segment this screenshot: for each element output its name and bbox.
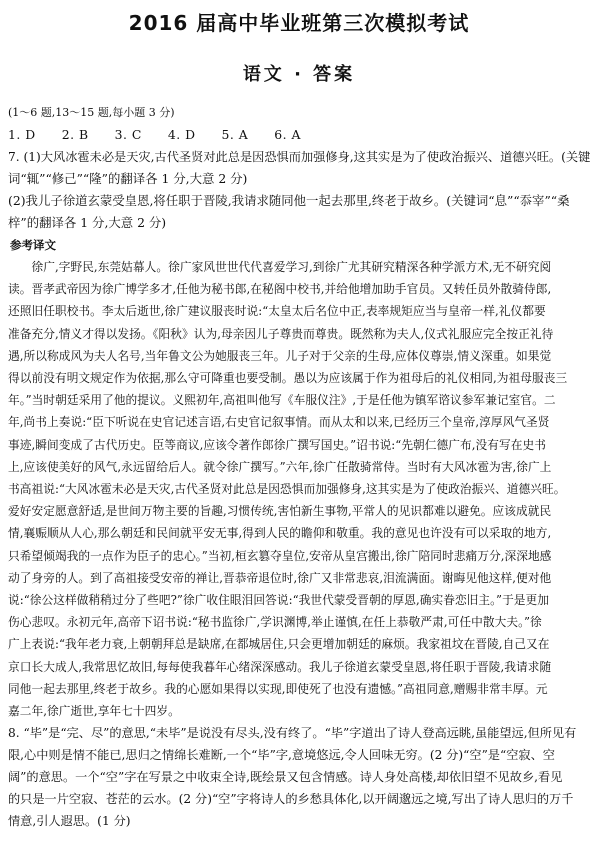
q8-line: 阔”的意思。一个“空”字在写景之中收束全诗,既绘景又包含情感。诗人身处高楼,却依旧望不见故乡,看见 [8,770,563,785]
translation-line: 动了身旁的人。到了高祖接受安帝的禅让,晋恭帝退位时,徐广又非常悲哀,泪流满面。谢晦见他这样,便对他 [8,570,552,585]
reference-translation-heading: 参考译文 [10,238,56,252]
translation-line: 还照旧任职校书。李太后逝世,徐广建议服丧时说:“太皇太后名位中正,表率规矩应当与皇帝一样,礼仪都要 [8,304,546,319]
translation-line: 爱好安定愿意舒适,是世间万物主要的旨趣,习惯传统,害怕新生事物,平常人的见识都难以避免。应该成就民 [8,504,552,519]
translation-line: 嘉二年,徐广逝世,享年七十四岁。 [8,704,180,719]
translation-line: 说:“徐公这样做稍稍过分了些吧?”徐广收住眼泪回答说:“我世代蒙受晋朝的厚恩,确实眷恋旧主。”于是更加 [8,593,550,608]
reference-translation [8,256,590,722]
translation-line: 同他一起去那里,终老于故乡。我的心愿如果得以实现,即使死了也没有遗憾。”高祖同意,赠赐非常丰厚。元 [8,681,548,696]
q8-line: 的只是一片空寂、苍茫的云水。(2 分)“空”字将诗人的乡愁具体化,以开阔邈远之境,写出了诗人思归的万千 [8,792,574,807]
answer-item: 6. A [274,127,301,142]
translation-line: 事迹,瞬间变成了古代历史。臣等商议,应该令著作郎徐广撰写国史。”诏书说:“先朝仁德广布,没有写在史书 [8,437,546,452]
translation-line: 上,应该使美好的风气,永远留给后人。就令徐广撰写。”六年,徐广任散骑常侍。当时有大风冰雹为害,徐广上 [8,459,552,474]
translation-line: 得以前没有明文规定作为依据,那么守可降重也要受制。愚以为应该属于作为祖母后的礼仪相同,为祖母服丧三 [8,371,568,386]
page-subtitle: 语文 · 答案 [242,64,356,85]
translation-line: 遇,所以称成风为夫人名号,当年鲁文公为她服丧三年。儿子对于父亲的生母,应体仪尊崇,情义深重。如果觉 [8,348,552,363]
answer-item: 4. D [167,127,196,142]
answer-item: 2. B [61,127,89,142]
translation-line: 只希望倾竭我的一点作为臣子的忠心。”当初,桓玄篡夺皇位,安帝从皇宫搬出,徐广陪同时悲痛万分,深深地感 [8,548,552,563]
translation-line: 徐广,字野民,东莞姑幕人。徐广家风世世代代喜爱学习,到徐广尤其研究精深各种学派方术,无不研究阅 [8,260,552,274]
multiple-choice-answers [8,124,590,146]
q8-line: 情意,引人遐思。(1 分) [8,814,131,829]
q8-line: 限,心中则是情不能已,思归之情绵长难断,一个“毕”字,意境悠远,令人回味无穷。(2 分)“空”是“空寂、空 [8,748,555,763]
q7-line: (2)我儿子徐道玄蒙受皇恩,将任职于晋陵,我请求随同他一起去那里,终老于故乡。(关键词“息”“忝宰”“桑 [8,193,570,208]
question-8-answer [8,722,590,832]
translation-line: 京口长大成人,我常思忆故旧,每每使我暮年心绪深深感动。我儿子徐道玄蒙受皇恩,将任职于晋陵,我请求随 [8,659,552,674]
translation-line: 读。晋孝武帝因为徐广博学多才,任他为秘书郎,在秘阁中校书,并给他增加助手官员。又转任员外散骑侍郎, [8,282,552,297]
question-7-answer [8,146,590,234]
translation-line: 情,襄赈顺从人心,那么朝廷和民间就平安无事,得到人民的瞻仰和敬重。我的意见也许没有可以采取的地方, [8,526,552,541]
scoring-note: (1～6 题,13～15 题,每小题 3 分) [8,106,175,119]
q7-line: 7. (1)大风冰雹未必是天灾,古代圣贤对此总是因恐惧而加强修身,这其实是为了使政治振兴、道德兴旺。(关键 [8,150,591,164]
translation-line: 年,尚书上奏说:“臣下听说在史官记述言语,右史官记叙事情。而从太和以来,已经历三个皇帝,淳厚风气圣贤 [8,415,550,430]
translation-line: 伤心悲叹。永初元年,高帝下诏书说:“秘书监徐广,学识渊博,举止谨慎,在任上恭敬严肃,可任中散大夫。”徐 [8,615,542,630]
answer-item: 5. A [221,127,249,142]
translation-line: 准备充分,情义才得以发扬。《阳秋》认为,母亲因儿子尊贵而尊贵。既然称为夫人,仪式礼服应完全按正礼待 [8,326,554,341]
answer-item: 3. C [114,127,142,142]
page-title: 2016 届高中毕业班第三次模拟考试 [128,11,470,35]
translation-line: 书高祖说:“大风冰雹未必是天灾,古代圣贤对此总是因恐惧而加强修身,这其实是为了使政治振兴、道德兴旺。 [8,482,566,497]
answer-item: 1. D [8,127,36,142]
translation-line: 年。”当时朝廷采用了他的提议。义熙初年,高祖叫他写《车服仪注》,于是任他为镇军谘议参军兼记室官。二 [8,393,556,408]
q8-line: 8. “毕”是“完、尽”的意思,“未毕”是说没有尽头,没有终了。“毕”字道出了诗人登高远眺,虽能望远,但所见有 [8,726,577,741]
q7-line: 梓”的翻译各 1 分,大意 2 分) [8,215,167,230]
translation-line: 广上表说:“我年老力衰,上朝朝拜总是缺席,在都城居住,只会更增加朝廷的麻烦。我家祖坟在晋陵,自己又在 [8,637,550,652]
q7-line: 词“辄”“修己”“隆”的翻译各 1 分,大意 2 分) [8,171,248,186]
